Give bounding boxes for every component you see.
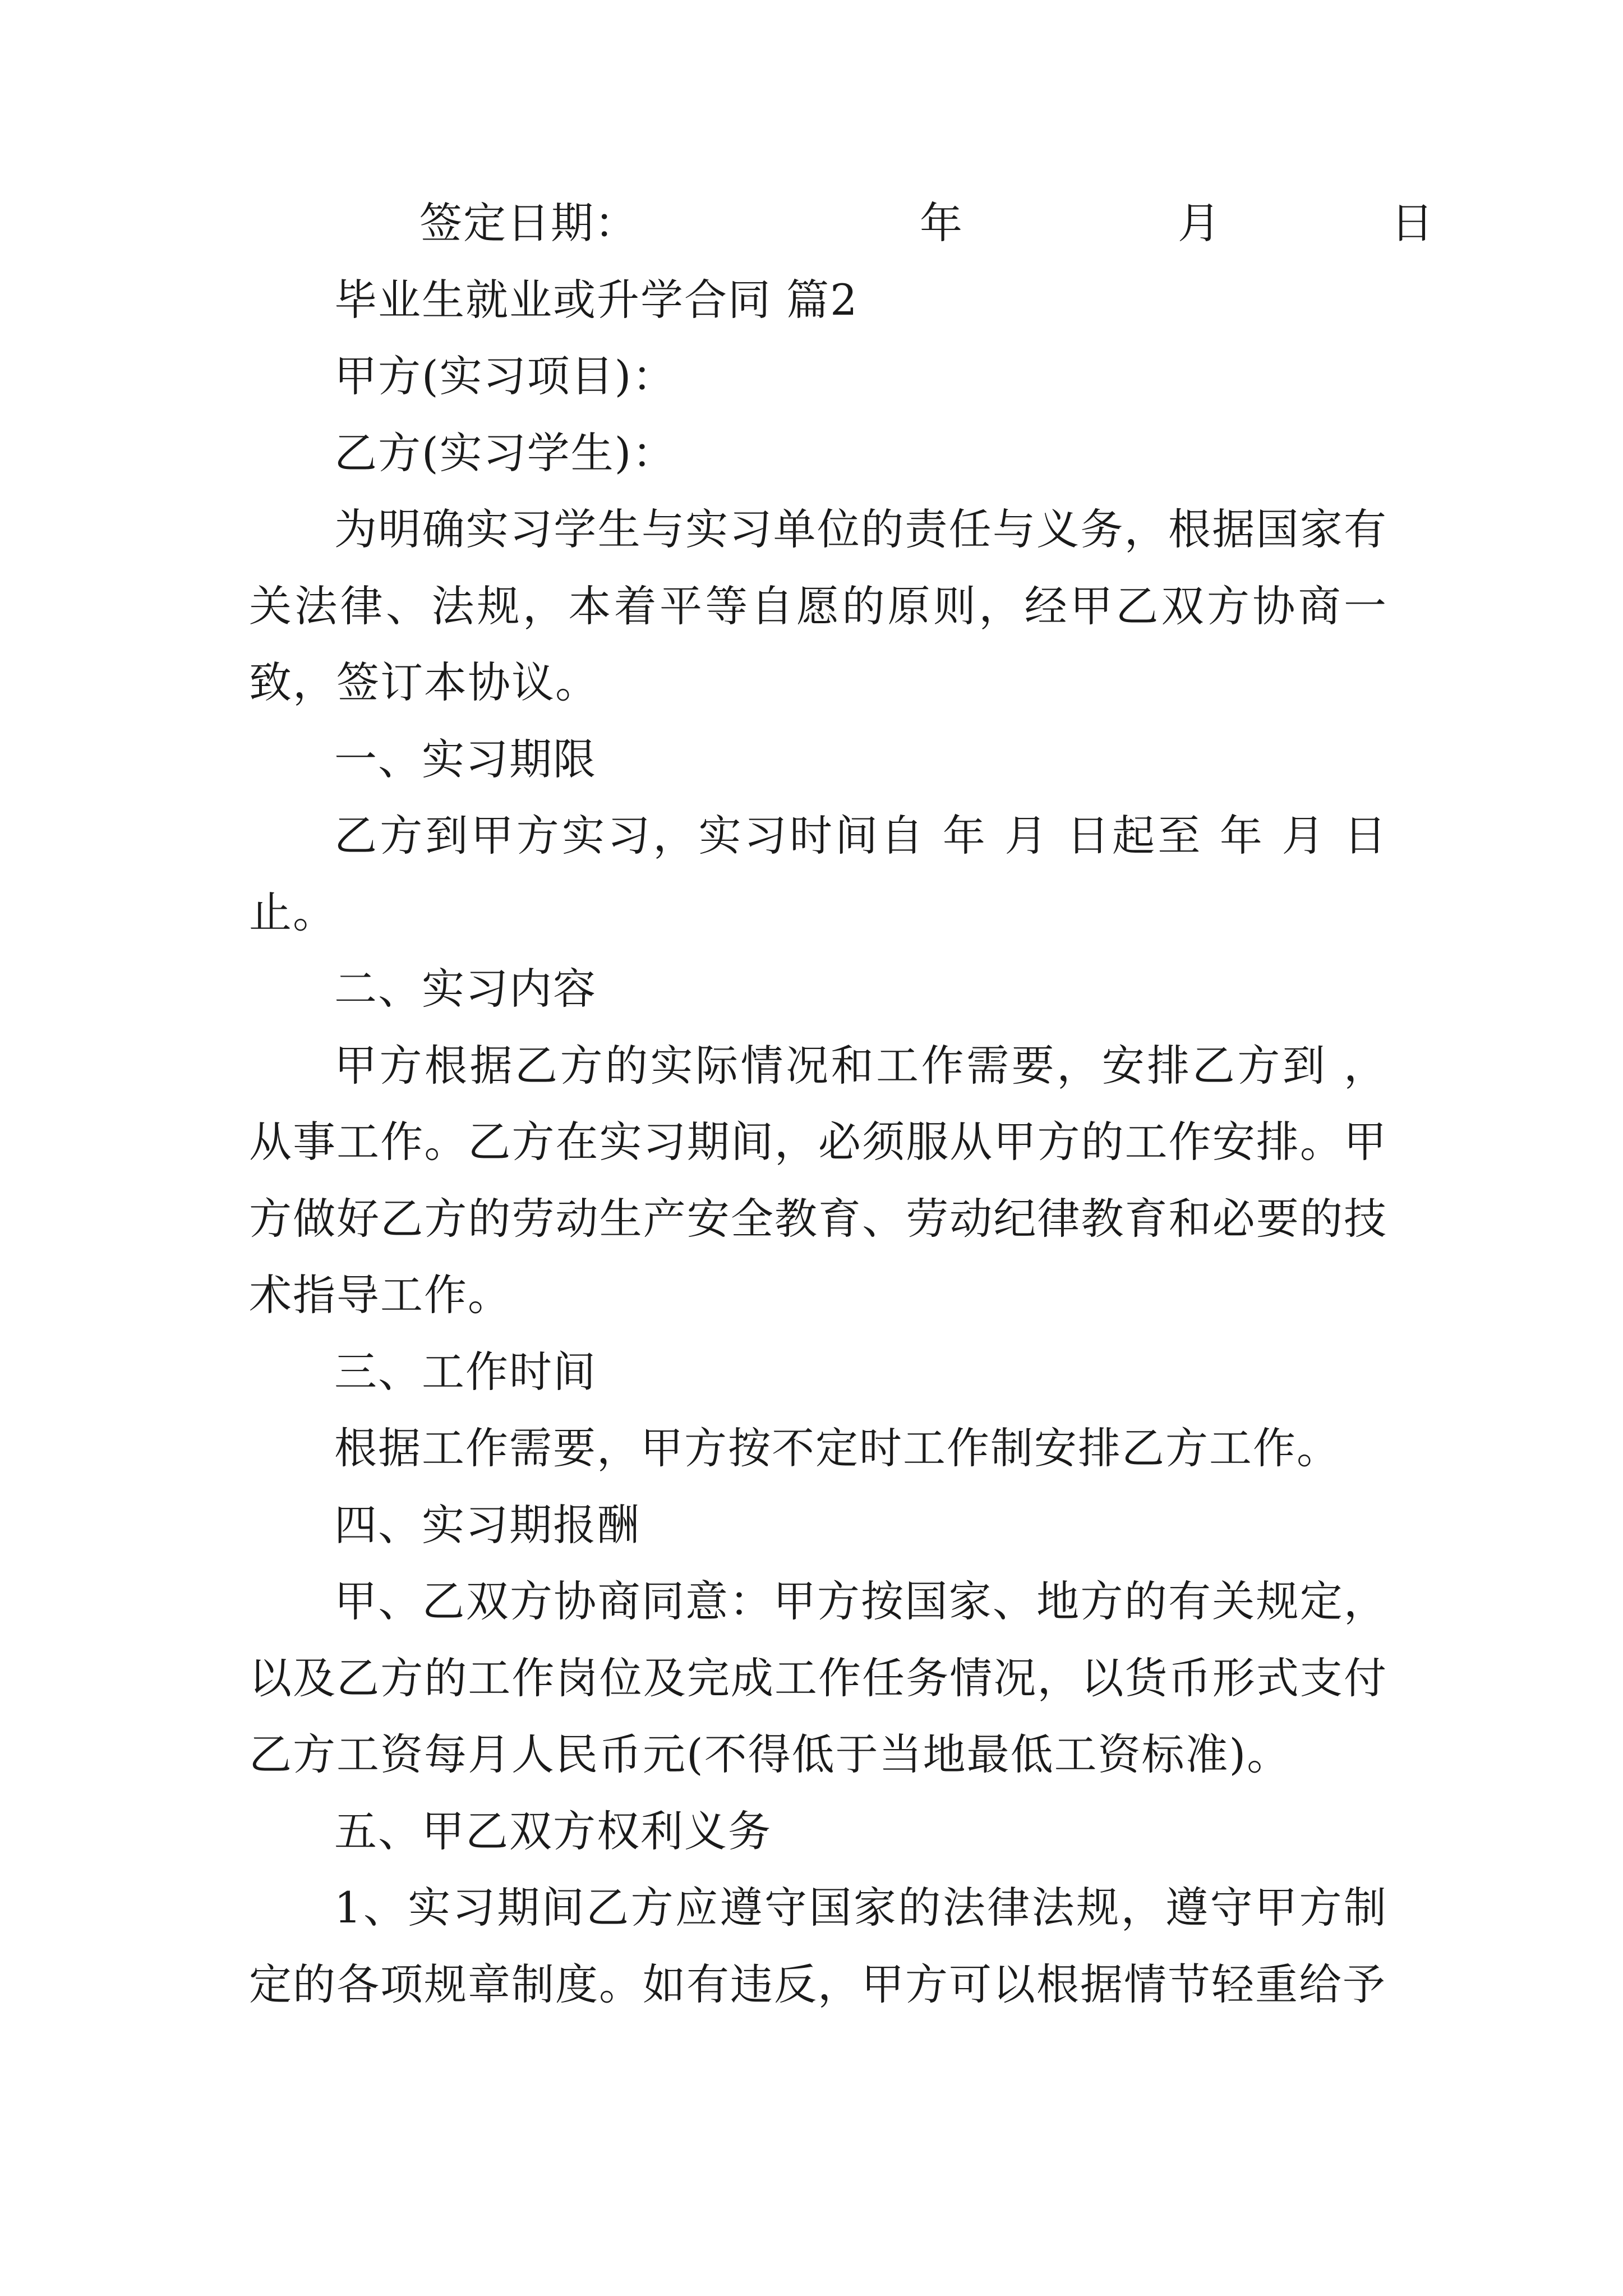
section-heading-content: 二、实习内容 [334, 964, 597, 1014]
party-a-line: 甲方(实习项目)： [334, 351, 676, 401]
preamble-paragraph: 为明确实习学生与实习单位的责任与义务，根据国家有关法律、法规，本着平等自愿的原则，经甲乙双方协商一致，签订本协议。 [249, 504, 1387, 707]
contract-title: 毕业生就业或升学合同 篇2 [334, 274, 859, 325]
section-heading-hours: 三、工作时间 [334, 1346, 597, 1397]
rights-paragraph-1: 1、实习期间乙方应遵守国家的法律法规，遵守甲方制定的各项规章制度。如有违反，甲方可以根据情节轻重给予 [249, 1883, 1387, 2009]
document-body [249, 185, 1435, 2023]
sign-date-label: 签定日期： [419, 198, 638, 248]
content-paragraph: 甲方根据乙方的实际情况和工作需要，安排乙方到 ，从事工作。乙方在实习期间，必须服从甲方的工作安排。甲方做好乙方的劳动生产安全教育、劳动纪律教育和必要的技术指导工作。 [249, 1040, 1387, 1320]
term-paragraph: 乙方到甲方实习，实习时间自 年 月 日起至 年 月 日止。 [249, 811, 1387, 937]
sign-date-month: 月 [1178, 198, 1221, 248]
section-heading-pay: 四、实习期报酬 [334, 1499, 640, 1550]
sign-date-line [249, 185, 1435, 262]
party-b-line: 乙方(实习学生)： [334, 427, 676, 478]
sign-date-day: 日 [1391, 198, 1435, 248]
section-heading-term: 一、实习期限 [334, 734, 597, 784]
sign-date-year: 年 [920, 198, 963, 248]
section-heading-rights: 五、甲乙双方权利义务 [334, 1806, 772, 1856]
pay-paragraph: 甲、乙双方协商同意：甲方按国家、地方的有关规定，以及乙方的工作岗位及完成工作任务情况，以货币形式支付乙方工资每月人民币元(不得低于当地最低工资标准)。 [249, 1576, 1387, 1779]
hours-paragraph: 根据工作需要，甲方按不定时工作制安排乙方工作。 [334, 1423, 1340, 1473]
